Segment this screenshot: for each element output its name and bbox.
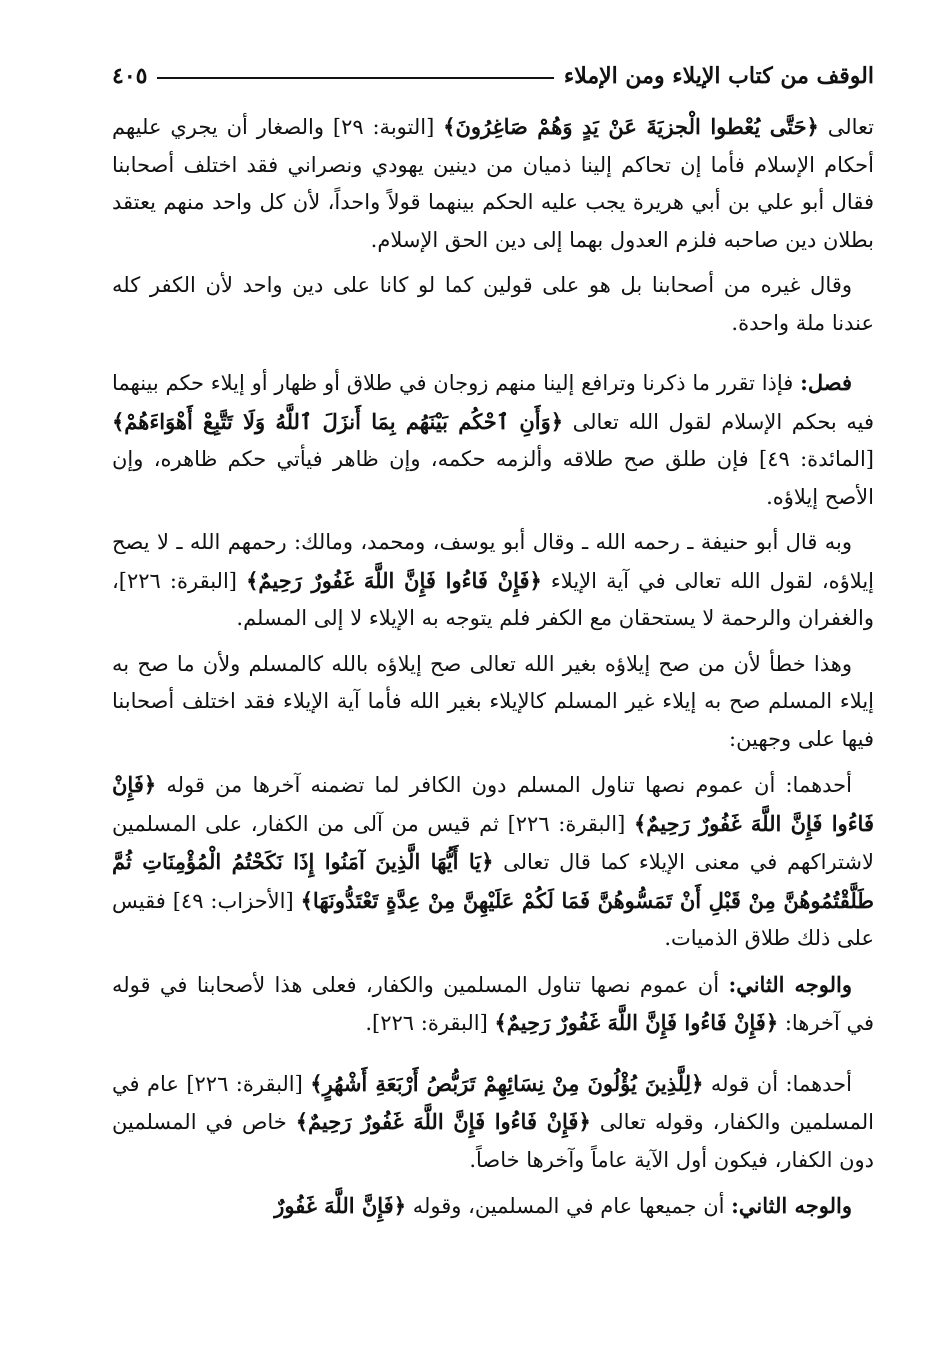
paragraph-text: وقال غيره من أصحابنا بل هو على قولين كما لو كانا على دين واحد لأن الكفر كله عندنا ملة واحدة. [112,273,874,335]
paragraph-text: تعالى [818,115,874,139]
paragraph-text: وبه قال أبو حنيفة ـ رحمه الله ـ وقال أبو يوسف، ومحمد، ومالك: رحمهم الله ـ لا يصح إيلاؤه، لقول الله تعالى في آية الإيلاء [112,530,875,593]
paragraph-text: [البقرة: ٢٢٦] عام في المسلمين والكفار، وقوله تعالى [112,1071,874,1134]
emphasized-text: ﴿فَإِنْ فَاءُوا فَإِنَّ اللَّهَ غَفُورٌ رَحِيمٌ﴾ [295,1109,591,1134]
emphasized-text: ﴿يَا أَيُّهَا الَّذِينَ آمَنُوا إِذَا نَكَحْتُمُ الْمُؤْمِنَاتِ ثُمَّ طَلَّقْتُمُوهُنَّ مِنْ قَبْلِ أَنْ تَمَسُّوهُنَّ فَمَا لَكُمْ عَلَيْهِنَّ مِنْ عِدَّةٍ تَعْتَدُّونَهَا﴾ [112,849,875,913]
page-body [112,108,874,1234]
paragraph [112,766,874,958]
paragraph-text: [المائدة: ٤٩] فإن طلق صح طلاقه وألزمه حكمه، وإن ظاهر فيأتي حكم ظاهره، وإن الأصح إيلاؤه. [112,447,874,509]
emphasized-text: ﴿لِلَّذِينَ يُؤْلُونَ مِنْ نِسَائِهِمْ تَرَبُّصُ أَرْبَعَةِ أَشْهُرٍ﴾ [310,1070,704,1096]
paragraph [112,108,874,259]
paragraph [112,1187,874,1226]
emphasized-text: ﴿وَأَنِ ٱحْكُم بَيْنَهُم بِمَا أَنزَلَ ٱللَّهُ وَلَا تَتَّبِعْ أَهْوَاءَهُمْ﴾ [112,408,564,434]
paragraph-text: وهذا خطأ لأن من صح إيلاؤه بغير الله تعالى صح إيلاؤه بالله كالمسلم ولأن ما صح به إيلاء المسلم صح به إيلاء غير المسلم كالإيلاء بغير الله فأما آية الإيلاء فقد اختلف أصحابنا فيها على وجهين: [112,651,874,751]
emphasized-text: ﴿فَإِنْ فَاءُوا فَإِنَّ اللَّهَ غَفُورٌ رَحِيمٌ﴾ [112,772,874,836]
emphasized-text: ﴿فَإِنْ فَاءُوا فَإِنَّ اللَّهَ غَفُورٌ رَحِيمٌ﴾ [494,1010,779,1035]
paragraph-text: [البقرة: ٢٢٦] ثم قيس من آلى من الكفار، على المسلمين لاشتراكهم في معنى الإيلاء كما قال تعالى [112,811,874,874]
emphasized-text: ﴿فَإِنْ فَاءُوا فَإِنَّ اللَّهَ غَفُورٌ رَحِيمٌ﴾ [246,567,542,593]
paragraph-text: أحدهما: أن عموم نصها تناول المسلم دون الكافر لما تضمنه آخرها من قوله [156,773,852,797]
paragraph [112,1065,874,1180]
running-title: الوقف من كتاب الإيلاء ومن الإملاء [563,63,874,89]
emphasized-text: والوجه الثاني: [728,971,852,997]
paragraph-text: [البقرة: ٢٢٦]، والغفران والرحمة لا يستحقان مع الكفر فلم يتوجه به الإيلاء لا إلى المسلم. [112,568,874,630]
paragraph [112,646,874,759]
page-header [112,58,874,94]
paragraph-text: فإذا تقرر ما ذكرنا وترافع إلينا منهم زوجان في طلاق أو ظهار أو إيلاء حكم بينهما فيه بحكم الإسلام لقول الله تعالى [112,371,874,434]
paragraph-text: [البقرة: ٢٢٦]. [365,1011,495,1035]
paragraph-text: [الأحزاب: ٤٩] فقيس على ذلك طلاق الذميات. [112,888,874,950]
emphasized-text: فصل: [800,370,852,395]
paragraph-text: أن عموم نصها تناول المسلمين والكفار، فعلى هذا لأصحابنا في قوله في آخرها: [112,972,874,1035]
paragraph [112,267,874,342]
paragraph [112,966,874,1043]
paragraph [112,364,874,516]
paragraph-text: أن جميعها عام في المسلمين، وقوله [406,1194,732,1218]
paragraph [112,524,874,638]
paragraph-text: [التوبة: ٢٩] والصغار أن يجري عليهم أحكام الإسلام فأما إن تحاكم إلينا ذميان من دينين يهودي ونصراني فقد اختلف أصحابنا فقال أبو علي بن أبي هريرة يجب عليه الحكم بينهما قولاً واحداً، لأن كل واحد منهم يعتقد بطلان دين صاحبه فلزم العدول بهما إلى دين الحق الإسلام. [112,115,874,252]
paragraph-text: أحدهما: أن قوله [703,1071,852,1096]
header-rule [157,77,553,79]
emphasized-text: والوجه الثاني: [731,1193,852,1218]
page-number: ٤٠٥ [112,63,148,89]
emphasized-text: ﴿فَإِنَّ اللَّهَ غَفُورٌ [274,1193,407,1218]
emphasized-text: ﴿حَتَّى يُعْطوا الْجزيَةَ عَنْ يَدٍ وَهُمْ صَاغِرُونَ﴾ [443,114,819,139]
paragraph-text: خاص في المسلمين دون الكفار، فيكون أول الآية عاماً وآخرها خاصاً. [112,1110,874,1172]
